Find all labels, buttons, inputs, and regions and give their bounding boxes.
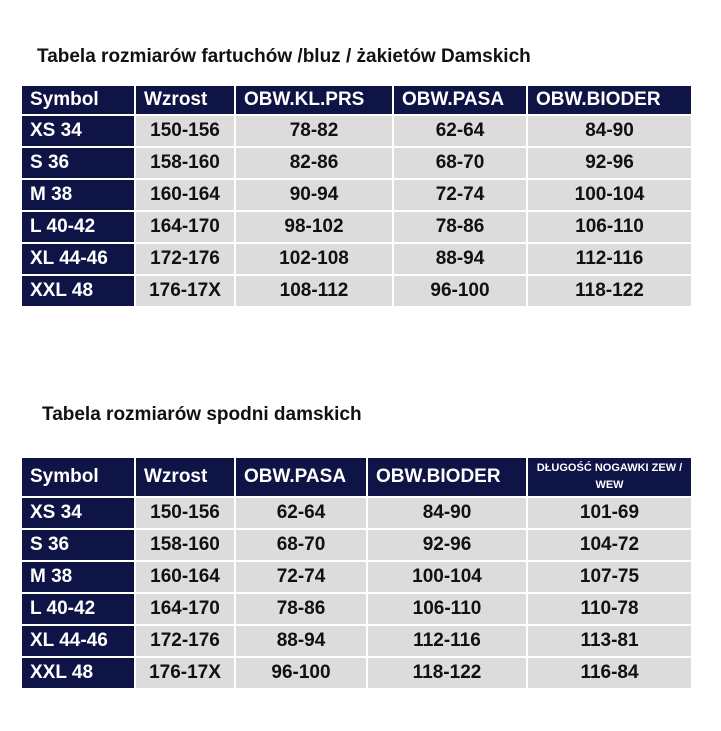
header-leg-length: DŁUGOŚĆ NOGAWKI ZEW / WEW: [527, 457, 692, 497]
table-row: [21, 497, 692, 529]
cell-leg-length: 113-81: [527, 625, 692, 657]
table-row: [21, 529, 692, 561]
cell-leg-length: 107-75: [527, 561, 692, 593]
cell-symbol: XL 44-46: [21, 625, 135, 657]
cell-chest: 82-86: [235, 147, 393, 179]
cell-height: 150-156: [135, 497, 235, 529]
table-row: [21, 561, 692, 593]
cell-hips: 118-122: [367, 657, 527, 689]
cell-waist: 72-74: [235, 561, 367, 593]
cell-height: 164-170: [135, 593, 235, 625]
cell-symbol: M 38: [21, 561, 135, 593]
cell-height: 176-17X: [135, 657, 235, 689]
table1-title: Tabela rozmiarów fartuchów /bluz / żakietów Damskich: [37, 46, 531, 67]
cell-hips: 106-110: [367, 593, 527, 625]
cell-waist: 88-94: [235, 625, 367, 657]
cell-symbol: XXL 48: [21, 657, 135, 689]
table2-title: Tabela rozmiarów spodni damskich: [42, 404, 362, 425]
cell-leg-length: 101-69: [527, 497, 692, 529]
cell-leg-length: 104-72: [527, 529, 692, 561]
header-waist: OBW.PASA: [235, 457, 367, 497]
cell-hips: 112-116: [367, 625, 527, 657]
cell-height: 158-160: [135, 529, 235, 561]
header-symbol: Symbol: [21, 85, 135, 115]
cell-height: 150-156: [135, 115, 235, 147]
table-row: [21, 147, 692, 179]
cell-symbol: M 38: [21, 179, 135, 211]
cell-symbol: XXL 48: [21, 275, 135, 307]
cell-hips: 100-104: [367, 561, 527, 593]
header-symbol: Symbol: [21, 457, 135, 497]
cell-waist: 62-64: [393, 115, 527, 147]
cell-height: 176-17X: [135, 275, 235, 307]
blouse-size-table: [20, 84, 693, 308]
cell-waist: 68-70: [235, 529, 367, 561]
cell-symbol: XS 34: [21, 497, 135, 529]
cell-hips: 84-90: [367, 497, 527, 529]
table-row: [21, 211, 692, 243]
cell-height: 160-164: [135, 561, 235, 593]
cell-waist: 68-70: [393, 147, 527, 179]
cell-waist: 88-94: [393, 243, 527, 275]
header-height: Wzrost: [135, 85, 235, 115]
table-row: [21, 179, 692, 211]
cell-symbol: L 40-42: [21, 593, 135, 625]
cell-height: 172-176: [135, 243, 235, 275]
header-hips: OBW.BIODER: [527, 85, 692, 115]
cell-symbol: S 36: [21, 147, 135, 179]
table-row: [21, 593, 692, 625]
cell-waist: 96-100: [235, 657, 367, 689]
cell-height: 158-160: [135, 147, 235, 179]
table-row: [21, 657, 692, 689]
cell-height: 160-164: [135, 179, 235, 211]
cell-hips: 92-96: [367, 529, 527, 561]
cell-leg-length: 110-78: [527, 593, 692, 625]
table-header-row: [21, 85, 692, 115]
header-hips: OBW.BIODER: [367, 457, 527, 497]
cell-hips: 92-96: [527, 147, 692, 179]
cell-chest: 102-108: [235, 243, 393, 275]
cell-waist: 78-86: [393, 211, 527, 243]
cell-symbol: XS 34: [21, 115, 135, 147]
cell-waist: 72-74: [393, 179, 527, 211]
header-chest: OBW.KL.PRS: [235, 85, 393, 115]
header-height: Wzrost: [135, 457, 235, 497]
cell-chest: 98-102: [235, 211, 393, 243]
cell-hips: 84-90: [527, 115, 692, 147]
cell-chest: 108-112: [235, 275, 393, 307]
table-row: [21, 243, 692, 275]
cell-chest: 90-94: [235, 179, 393, 211]
cell-waist: 96-100: [393, 275, 527, 307]
header-waist: OBW.PASA: [393, 85, 527, 115]
cell-waist: 62-64: [235, 497, 367, 529]
cell-hips: 118-122: [527, 275, 692, 307]
cell-hips: 106-110: [527, 211, 692, 243]
table-row: [21, 625, 692, 657]
cell-leg-length: 116-84: [527, 657, 692, 689]
cell-symbol: S 36: [21, 529, 135, 561]
cell-hips: 100-104: [527, 179, 692, 211]
trousers-size-table: [20, 456, 693, 690]
cell-symbol: L 40-42: [21, 211, 135, 243]
table-row: [21, 275, 692, 307]
table-header-row: [21, 457, 692, 497]
table-row: [21, 115, 692, 147]
cell-height: 164-170: [135, 211, 235, 243]
cell-symbol: XL 44-46: [21, 243, 135, 275]
cell-height: 172-176: [135, 625, 235, 657]
cell-chest: 78-82: [235, 115, 393, 147]
cell-hips: 112-116: [527, 243, 692, 275]
cell-waist: 78-86: [235, 593, 367, 625]
